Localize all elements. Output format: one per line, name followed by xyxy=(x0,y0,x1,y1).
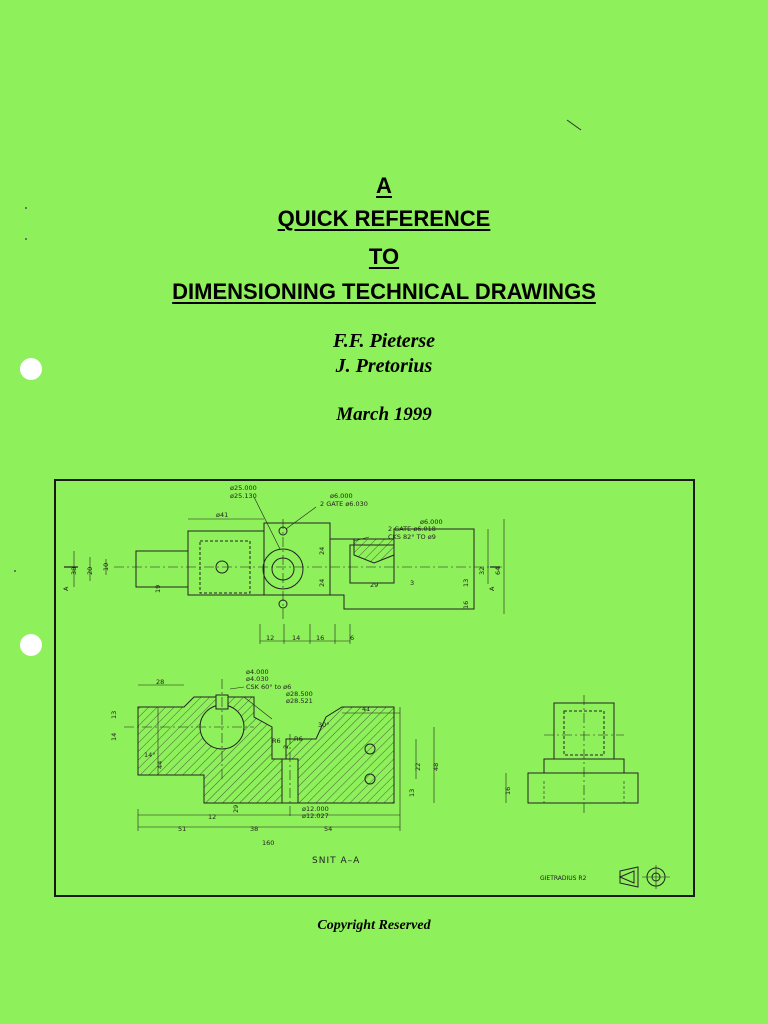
label-b14: 14 xyxy=(292,634,301,642)
projection-symbol-icon xyxy=(620,865,670,889)
label-d20: 20 xyxy=(86,566,94,575)
label-d64: 64 xyxy=(494,566,502,575)
label-dia-outer-2: ø25.130 xyxy=(230,492,257,500)
label-d24b: 24 xyxy=(318,578,326,587)
label-d38: 38 xyxy=(250,825,259,833)
label-d54: 54 xyxy=(324,825,333,833)
right-arm-outline xyxy=(330,529,474,609)
copyright-notice: Copyright Reserved xyxy=(317,918,431,933)
label-d2: 2 xyxy=(282,744,290,749)
label-d28: 28 xyxy=(156,678,165,686)
label-cks: CKS 82° TO ø9 xyxy=(388,533,436,541)
label-d48: 48 xyxy=(432,762,440,771)
title-line-2: QUICK REFERENCE xyxy=(277,206,491,231)
label-dia-28a: ø28.500 xyxy=(286,690,313,698)
label-dia-12a: ø12.000 xyxy=(302,805,329,813)
label-d24a: 24 xyxy=(318,546,326,555)
label-d10: 10 xyxy=(102,562,110,571)
label-side-d16: 16 xyxy=(504,786,512,795)
label-d3: 3 xyxy=(410,579,415,587)
label-d12: 12 xyxy=(208,813,217,821)
pen-mark xyxy=(565,118,585,134)
label-d160: 160 xyxy=(262,839,275,847)
label-b12: 12 xyxy=(266,634,275,642)
shaft-outline xyxy=(136,551,188,587)
label-d29: 29 xyxy=(232,804,240,813)
label-dia-4a: ø4.000 xyxy=(246,668,269,676)
label-section-a-left: A xyxy=(62,586,70,591)
author-1: F.F. Pieterse xyxy=(332,330,436,352)
leader-gate1 xyxy=(286,507,316,529)
label-dia-4b: ø4.030 xyxy=(246,675,269,683)
label-d38: 38 xyxy=(70,566,78,575)
label-b6: 6 xyxy=(350,634,355,642)
label-d13b: 13 xyxy=(408,788,416,797)
label-d13: 13 xyxy=(462,578,470,587)
label-csk: CSK 60° to ø6 xyxy=(246,683,292,691)
author-2: J. Pretorius xyxy=(335,355,433,377)
label-dia-pin-1: ø6.000 xyxy=(330,492,353,500)
scan-speck xyxy=(25,238,27,240)
label-gate-1: 2 GATE ø6.030 xyxy=(320,500,368,508)
title-line-4: DIMENSIONING TECHNICAL DRAWINGS xyxy=(172,279,596,304)
label-b16: 16 xyxy=(316,634,325,642)
label-dia-outer-1: ø25.000 xyxy=(230,484,257,492)
title-line-3: TO xyxy=(368,244,400,269)
label-d51: 51 xyxy=(178,825,187,833)
label-d16: 16 xyxy=(462,600,470,609)
label-dia-12b: ø12.027 xyxy=(302,812,329,820)
hatched-section-top xyxy=(354,539,394,563)
label-d13: 13 xyxy=(110,710,118,719)
label-section-a-right: A xyxy=(488,586,496,591)
label-r6b: R6 xyxy=(294,735,303,743)
label-d19: 19 xyxy=(154,584,162,593)
label-d32: 32 xyxy=(478,566,486,575)
title-line-1: A xyxy=(376,173,392,198)
publication-date: March 1999 xyxy=(336,404,432,425)
punch-hole-bottom xyxy=(20,634,42,656)
label-r6a: R6 xyxy=(272,737,281,745)
label-d44: 44 xyxy=(156,760,164,769)
projection-label: GIETRADIUS R2 xyxy=(540,875,587,882)
front-section-view xyxy=(124,679,434,831)
label-gate-2-a: ø6.000 xyxy=(420,518,443,526)
scan-speck xyxy=(14,570,16,572)
label-d29: 29 xyxy=(370,581,379,589)
label-d14deg: 14° xyxy=(144,751,156,759)
side-base xyxy=(528,773,638,803)
label-d41: 41 xyxy=(362,705,371,713)
label-d22: 22 xyxy=(414,762,422,771)
label-dia-28b: ø28.521 xyxy=(286,697,313,705)
side-view xyxy=(506,695,638,815)
technical-drawing xyxy=(54,479,695,897)
section-label: SNIT A–A xyxy=(312,856,361,866)
label-d14: 14 xyxy=(110,732,118,741)
label-dia-41: ø41 xyxy=(216,511,229,519)
label-gate-2-b: 2 GATE ø6.018 xyxy=(388,525,436,533)
label-d30deg: 30° xyxy=(318,721,330,729)
